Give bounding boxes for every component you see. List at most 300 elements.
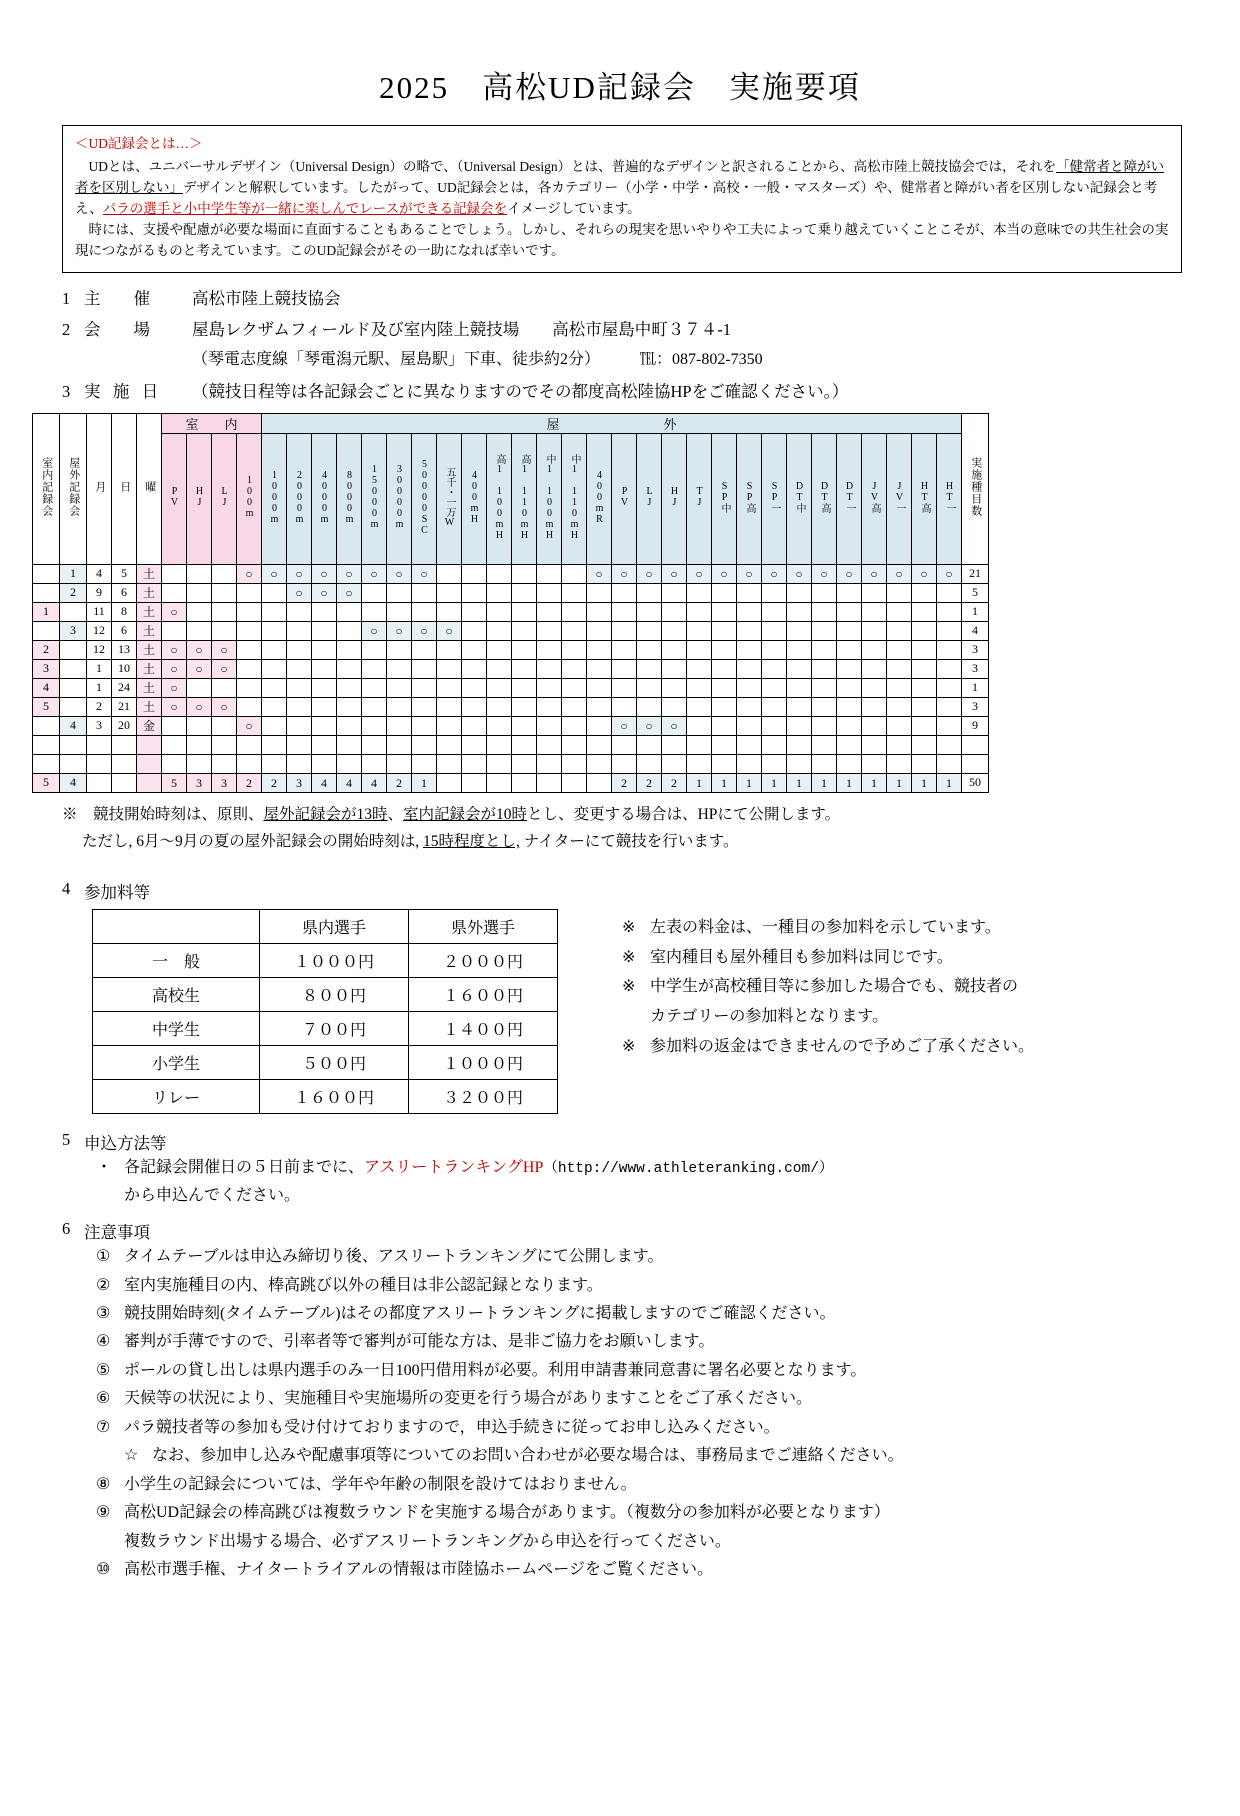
schedule-mark-cell: 1 — [712, 773, 737, 792]
schedule-mark-cell — [312, 735, 337, 754]
schedule-mark-cell — [287, 716, 312, 735]
schedule-mark-cell: ○ — [337, 583, 362, 602]
notice-item — [96, 1272, 1240, 1300]
schedule-mark-cell: ○ — [612, 716, 637, 735]
section-3-body: （競技日程等は各記録会ごとに異なりますのでその都度高松陸協HPをご確認ください。） — [192, 381, 849, 401]
schedule-row — [33, 754, 989, 773]
schedule-mark-cell — [737, 602, 762, 621]
schedule-mark-cell — [287, 621, 312, 640]
schedule-mark-cell — [212, 754, 237, 773]
outdoor-event-label: SP一 — [769, 481, 780, 514]
notice-text: 天候等の状況により、実施種目や実施場所の変更を行う場合がありますことをご了承ください。 — [124, 1390, 813, 1408]
indoor-event-header-cell — [187, 433, 212, 564]
notice-mark: ⑥ — [96, 1390, 111, 1408]
schedule-mark-cell: 4 — [337, 773, 362, 792]
schedule-mark-cell — [487, 583, 512, 602]
notice-item — [96, 1300, 1240, 1328]
schedule-mark-cell — [512, 773, 537, 792]
fee-cell: １０００円 — [260, 944, 409, 978]
schedule-mark-cell — [312, 602, 337, 621]
schedule-mark-cell — [212, 735, 237, 754]
outdoor-event-label: SP高 — [744, 481, 755, 514]
apply-line-1 — [124, 1154, 833, 1182]
schedule-mark-cell — [837, 621, 862, 640]
schedule-mark-cell — [462, 754, 487, 773]
schedule-mark-cell — [737, 754, 762, 773]
outdoor-event-header-cell — [937, 433, 962, 564]
schedule-mark-cell — [937, 735, 962, 754]
schedule-cell — [60, 678, 87, 697]
section-4-number: 4 — [62, 879, 71, 899]
schedule-mark-cell — [437, 678, 462, 697]
schedule-mark-cell — [762, 697, 787, 716]
section-3-label: 実 施 日 — [84, 381, 163, 401]
schedule-mark-cell — [662, 659, 687, 678]
outdoor-event-label: PV — [619, 486, 630, 509]
schedule-mark-cell: ○ — [212, 697, 237, 716]
schedule-mark-cell — [262, 697, 287, 716]
schedule-mark-cell — [212, 564, 237, 583]
schedule-mark-cell — [812, 640, 837, 659]
schedule-cell: 4 — [87, 564, 112, 583]
schedule-mark-cell — [787, 621, 812, 640]
schedule-cell: 土 — [137, 583, 162, 602]
notice-mark: ② — [96, 1276, 111, 1294]
schedule-mark-cell — [737, 659, 762, 678]
event-count-header: 実施種目数 — [969, 457, 982, 518]
schedule-cell: 2 — [87, 697, 112, 716]
apply-line1-a: 各記録会開催日の５日前までに、 — [124, 1159, 365, 1177]
schedule-mark-cell — [862, 754, 887, 773]
schedule-mark-cell: 1 — [687, 773, 712, 792]
indoor-event-label: PV — [169, 486, 180, 509]
schedule-mark-cell: ○ — [837, 564, 862, 583]
schedule-mark-cell — [662, 602, 687, 621]
schedule-mark-cell — [337, 697, 362, 716]
schedule-mark-cell: ○ — [412, 621, 437, 640]
schedule-mark-cell — [162, 716, 187, 735]
schedule-mark-cell: 1 — [737, 773, 762, 792]
schedule-mark-cell — [637, 602, 662, 621]
schedule-mark-cell — [787, 716, 812, 735]
notice-text: タイムテーブルは申込み締切り後、アスリートランキングにて公開します。 — [124, 1248, 664, 1266]
schedule-mark-cell — [287, 640, 312, 659]
fee-cell: 小学生 — [93, 1046, 260, 1080]
schedule-mark-cell — [687, 602, 712, 621]
schedule-mark-cell: ○ — [312, 583, 337, 602]
notice-text: なお、参加申し込みや配慮事項等についてのお問い合わせが必要な場合は、事務局までご連絡ください。 — [152, 1447, 904, 1465]
schedule-mark-cell: ○ — [612, 564, 637, 583]
notice-item — [96, 1243, 1240, 1271]
fee-cell: ５００円 — [260, 1046, 409, 1080]
schedule-mark-cell: ○ — [587, 564, 612, 583]
schedule-mark-cell: ○ — [762, 564, 787, 583]
schedule-mark-cell — [737, 678, 762, 697]
schedule-mark-cell — [887, 640, 912, 659]
notice-text: 高松UD記録会の棒高跳びは複数ラウンドを実施する場合があります。（複数分の参加料が必要となります） — [124, 1504, 890, 1522]
schedule-mark-cell — [362, 697, 387, 716]
schedule-mark-cell — [812, 583, 837, 602]
schedule-mark-cell — [712, 754, 737, 773]
schedule-mark-cell — [462, 678, 487, 697]
schedule-mark-cell: ○ — [637, 716, 662, 735]
schedule-mark-cell: ○ — [662, 716, 687, 735]
schedule-mark-cell — [687, 659, 712, 678]
outdoor-event-header-cell — [912, 433, 937, 564]
schedule-mark-cell — [487, 659, 512, 678]
schedule-mark-cell — [637, 640, 662, 659]
schedule-cell: 9 — [87, 583, 112, 602]
schedule-mark-cell — [437, 697, 462, 716]
schedule-mark-cell — [812, 697, 837, 716]
outdoor-event-label: DT中 — [794, 481, 805, 514]
schedule-mark-cell — [562, 735, 587, 754]
schedule-cell: 4 — [33, 678, 60, 697]
outdoor-event-label: 30000m — [394, 464, 405, 531]
schedule-mark-cell: ○ — [312, 564, 337, 583]
schedule-mark-cell — [812, 754, 837, 773]
section-1-label: 主 催 — [84, 288, 159, 308]
outdoor-event-header-cell — [537, 433, 562, 564]
schedule-table — [32, 413, 989, 793]
schedule-mark-cell — [712, 640, 737, 659]
schedule-mark-cell — [387, 602, 412, 621]
schedule-mark-cell — [387, 659, 412, 678]
schedule-mark-cell — [537, 678, 562, 697]
schedule-mark-cell — [337, 621, 362, 640]
schedule-row — [33, 697, 989, 716]
schedule-mark-cell — [762, 678, 787, 697]
schedule-mark-cell: 4 — [362, 773, 387, 792]
schedule-mark-cell — [762, 659, 787, 678]
group-header-indoor: 室 内 — [162, 413, 262, 433]
schedule-mark-cell — [662, 697, 687, 716]
outdoor-event-header-cell — [887, 433, 912, 564]
schedule-mark-cell — [262, 621, 287, 640]
schedule-mark-cell — [462, 640, 487, 659]
schedule-mark-cell: ○ — [937, 564, 962, 583]
schedule-mark-cell — [212, 583, 237, 602]
schedule-mark-cell — [612, 735, 637, 754]
schedule-mark-cell — [437, 659, 462, 678]
schedule-cell: 5 — [33, 773, 60, 792]
schedule-mark-cell — [887, 583, 912, 602]
page-title: 2025 高松UD記録会 実施要項 — [379, 70, 861, 105]
schedule-mark-cell — [637, 735, 662, 754]
schedule-mark-cell — [162, 621, 187, 640]
note2-underline: 15時程度とし, — [423, 833, 520, 851]
fee-note-item — [622, 1032, 1034, 1062]
schedule-mark-cell: ○ — [362, 564, 387, 583]
schedule-mark-cell — [237, 659, 262, 678]
outdoor-event-label: 400mR — [594, 469, 605, 525]
fee-header-cell: 県外選手 — [409, 910, 558, 944]
schedule-cell: 12 — [87, 621, 112, 640]
schedule-cell: 金 — [137, 716, 162, 735]
fee-note-text: 中学生が高校種目等に参加した場合でも、競技者の — [650, 978, 1019, 996]
schedule-mark-cell — [837, 735, 862, 754]
schedule-mark-cell: 1 — [862, 773, 887, 792]
schedule-mark-cell — [912, 659, 937, 678]
schedule-mark-cell — [487, 697, 512, 716]
outdoor-event-label: TJ — [694, 486, 705, 509]
schedule-mark-cell — [387, 735, 412, 754]
fee-note-item — [622, 913, 1034, 943]
outdoor-event-header-cell — [337, 433, 362, 564]
notice-item — [96, 1499, 1240, 1527]
schedule-mark-cell — [437, 773, 462, 792]
schedule-mark-cell — [337, 754, 362, 773]
schedule-mark-cell — [662, 621, 687, 640]
schedule-mark-cell — [337, 640, 362, 659]
schedule-mark-cell: 5 — [162, 773, 187, 792]
outdoor-event-header-cell — [387, 433, 412, 564]
schedule-cell — [60, 754, 87, 773]
outdoor-event-label: SP中 — [719, 481, 730, 514]
schedule-mark-cell — [637, 678, 662, 697]
fee-row — [93, 1012, 558, 1046]
notice-mark: ⑩ — [96, 1561, 111, 1579]
outdoor-event-label: 中1 100mH — [544, 453, 555, 541]
schedule-mark-cell: 2 — [662, 773, 687, 792]
schedule-mark-cell — [387, 716, 412, 735]
notice-mark: ③ — [96, 1304, 111, 1322]
schedule-mark-cell — [937, 697, 962, 716]
schedule-mark-cell — [412, 716, 437, 735]
schedule-mark-cell: ○ — [287, 583, 312, 602]
schedule-mark-cell — [487, 735, 512, 754]
schedule-corner-header-cell — [87, 413, 112, 564]
outdoor-event-header-cell — [687, 433, 712, 564]
schedule-mark-cell: 4 — [312, 773, 337, 792]
schedule-note-1 — [62, 801, 1240, 828]
schedule-cell: 24 — [112, 678, 137, 697]
ud-p1-red: パラの選手と小中学生等が一緒に楽しんでレースができる記録会を — [102, 200, 508, 216]
schedule-mark-cell — [537, 602, 562, 621]
schedule-total-row — [33, 773, 989, 792]
schedule-mark-cell — [812, 678, 837, 697]
fee-table — [92, 909, 558, 1114]
schedule-mark-cell: ○ — [162, 602, 187, 621]
note2-a: ただし, 6月～9月の夏の屋外記録会の開始時刻は, — [82, 833, 420, 851]
notice-text: 室内実施種目の内、棒高跳び以外の種目は非公認記録となります。 — [124, 1276, 603, 1294]
schedule-mark-cell — [512, 697, 537, 716]
schedule-mark-cell — [462, 621, 487, 640]
schedule-mark-cell: 2 — [637, 773, 662, 792]
schedule-mark-cell — [762, 583, 787, 602]
schedule-mark-cell: 3 — [187, 773, 212, 792]
outdoor-event-header-cell — [862, 433, 887, 564]
schedule-mark-cell: ○ — [862, 564, 887, 583]
schedule-mark-cell — [312, 678, 337, 697]
schedule-mark-cell — [262, 735, 287, 754]
schedule-mark-cell — [462, 659, 487, 678]
schedule-mark-cell — [562, 640, 587, 659]
schedule-mark-cell — [262, 716, 287, 735]
schedule-mark-cell — [912, 754, 937, 773]
schedule-cell: 11 — [87, 602, 112, 621]
schedule-mark-cell — [237, 754, 262, 773]
schedule-corner-header: 屋外記録会 — [67, 457, 80, 518]
schedule-mark-cell — [362, 716, 387, 735]
section-2-label: 会 場 — [84, 319, 159, 339]
schedule-cell — [33, 716, 60, 735]
outdoor-event-header-cell — [262, 433, 287, 564]
schedule-mark-cell — [362, 678, 387, 697]
schedule-mark-cell — [712, 659, 737, 678]
schedule-cell: 3 — [60, 621, 87, 640]
schedule-mark-cell: 2 — [237, 773, 262, 792]
schedule-row — [33, 640, 989, 659]
schedule-mark-cell: 1 — [812, 773, 837, 792]
ud-box-paragraph-1 — [75, 157, 1169, 220]
section-2-number: 2 — [62, 319, 71, 339]
schedule-mark-cell — [837, 678, 862, 697]
schedule-mark-cell — [837, 640, 862, 659]
schedule-mark-cell — [887, 735, 912, 754]
athleteranking-link[interactable]: アスリートランキングHP — [364, 1159, 544, 1177]
schedule-mark-cell — [787, 659, 812, 678]
outdoor-event-header-cell — [737, 433, 762, 564]
fee-note-item — [622, 943, 1034, 973]
schedule-corner-header-cell — [33, 413, 60, 564]
schedule-mark-cell: 1 — [412, 773, 437, 792]
schedule-mark-cell — [512, 716, 537, 735]
fee-note-mark: ※ — [622, 978, 636, 996]
schedule-mark-cell — [937, 659, 962, 678]
fee-cell: １６００円 — [409, 978, 558, 1012]
schedule-mark-cell — [537, 640, 562, 659]
schedule-mark-cell — [812, 735, 837, 754]
schedule-mark-cell — [587, 754, 612, 773]
schedule-mark-cell — [737, 735, 762, 754]
schedule-mark-cell — [537, 735, 562, 754]
schedule-mark-cell — [612, 583, 637, 602]
schedule-cell — [60, 640, 87, 659]
ud-p1-a: UDとは、ユニバーサルデザイン（Universal Design）の略で、（Universal Design）とは、普遍的なデザインと訳されることから、高松市陸上競技協会では，それを — [88, 158, 1057, 174]
schedule-mark-cell — [187, 735, 212, 754]
schedule-mark-cell — [587, 678, 612, 697]
ud-definition-box — [62, 125, 1182, 273]
schedule-mark-cell — [187, 602, 212, 621]
schedule-mark-cell — [562, 773, 587, 792]
section-1-body: 高松市陸上競技協会 — [192, 288, 341, 308]
outdoor-event-label: 2000m — [294, 469, 305, 525]
schedule-row — [33, 716, 989, 735]
outdoor-event-label: HT高 — [919, 481, 930, 514]
section-fees-heading — [62, 879, 1240, 903]
schedule-count-cell: 5 — [962, 583, 989, 602]
schedule-mark-cell — [937, 754, 962, 773]
schedule-mark-cell — [262, 640, 287, 659]
schedule-count-cell: 3 — [962, 697, 989, 716]
schedule-mark-cell: ○ — [162, 640, 187, 659]
schedule-mark-cell: 2 — [262, 773, 287, 792]
schedule-mark-cell — [562, 716, 587, 735]
schedule-mark-cell: 2 — [387, 773, 412, 792]
schedule-mark-cell — [612, 602, 637, 621]
schedule-mark-cell — [562, 602, 587, 621]
schedule-mark-cell — [462, 564, 487, 583]
schedule-mark-cell — [937, 678, 962, 697]
section-5-number: 5 — [62, 1130, 71, 1150]
schedule-mark-cell: 3 — [212, 773, 237, 792]
schedule-mark-cell — [387, 754, 412, 773]
schedule-mark-cell — [612, 697, 637, 716]
schedule-count-cell: 50 — [962, 773, 989, 792]
section-1-number: 1 — [62, 288, 71, 308]
schedule-mark-cell — [787, 640, 812, 659]
schedule-mark-cell — [512, 678, 537, 697]
notice-item — [96, 1328, 1240, 1356]
schedule-cell: 6 — [112, 621, 137, 640]
schedule-mark-cell — [362, 754, 387, 773]
schedule-mark-cell — [312, 754, 337, 773]
schedule-mark-cell: ○ — [237, 716, 262, 735]
schedule-mark-cell — [937, 640, 962, 659]
fee-note-mark: ※ — [622, 1037, 636, 1055]
schedule-cell — [87, 773, 112, 792]
schedule-mark-cell — [862, 602, 887, 621]
schedule-corner-header: 曜 — [143, 481, 156, 494]
schedule-mark-cell — [512, 735, 537, 754]
schedule-mark-cell — [412, 735, 437, 754]
schedule-mark-cell — [387, 697, 412, 716]
schedule-mark-cell — [387, 678, 412, 697]
notice-mark: ④ — [96, 1333, 111, 1351]
schedule-mark-cell — [912, 640, 937, 659]
schedule-mark-cell — [287, 697, 312, 716]
notice-text: 審判が手薄ですので、引率者等で審判が可能な方は、是非ご協力をお願いします。 — [124, 1333, 715, 1351]
outdoor-event-header-cell — [487, 433, 512, 564]
schedule-mark-cell — [487, 754, 512, 773]
schedule-cell: 13 — [112, 640, 137, 659]
schedule-mark-cell: 2 — [612, 773, 637, 792]
notice-text: 小学生の記録会については、学年や年齢の制限を設けてはおりません。 — [124, 1475, 637, 1493]
schedule-mark-cell — [412, 640, 437, 659]
outdoor-event-header-cell — [587, 433, 612, 564]
schedule-mark-cell — [212, 621, 237, 640]
athleteranking-url[interactable]: （http://www.athleteranking.com/） — [543, 1161, 834, 1178]
fee-cell: 一 般 — [93, 944, 260, 978]
schedule-mark-cell — [187, 678, 212, 697]
outdoor-event-label: 8000m — [344, 469, 355, 525]
indoor-event-header-cell — [162, 433, 187, 564]
ud-p1-b: デザインと解釈しています。したがって、UD記録会とは，各カテゴリー（小学・中学・高校・一般・マスターズ）や、健常者と障がい者を区別しない記録会と考え、 — [75, 179, 1158, 216]
schedule-cell: 1 — [87, 678, 112, 697]
event-count-header-cell — [962, 413, 989, 564]
outdoor-event-label: 中1 110mH — [569, 453, 580, 541]
schedule-cell: 8 — [112, 602, 137, 621]
schedule-mark-cell — [812, 716, 837, 735]
schedule-mark-cell — [562, 659, 587, 678]
schedule-mark-cell — [487, 716, 512, 735]
schedule-mark-cell — [787, 678, 812, 697]
outdoor-event-label: 15000m — [369, 464, 380, 531]
outdoor-event-header-cell — [512, 433, 537, 564]
schedule-mark-cell — [162, 735, 187, 754]
schedule-mark-cell — [312, 716, 337, 735]
schedule-mark-cell — [237, 602, 262, 621]
schedule-mark-cell — [387, 583, 412, 602]
schedule-mark-cell: ○ — [237, 564, 262, 583]
notice-item — [96, 1385, 1240, 1413]
schedule-mark-cell — [487, 621, 512, 640]
apply-bullet-row — [96, 1154, 1240, 1182]
schedule-mark-cell — [887, 697, 912, 716]
schedule-mark-cell — [737, 583, 762, 602]
outdoor-event-header-cell — [362, 433, 387, 564]
